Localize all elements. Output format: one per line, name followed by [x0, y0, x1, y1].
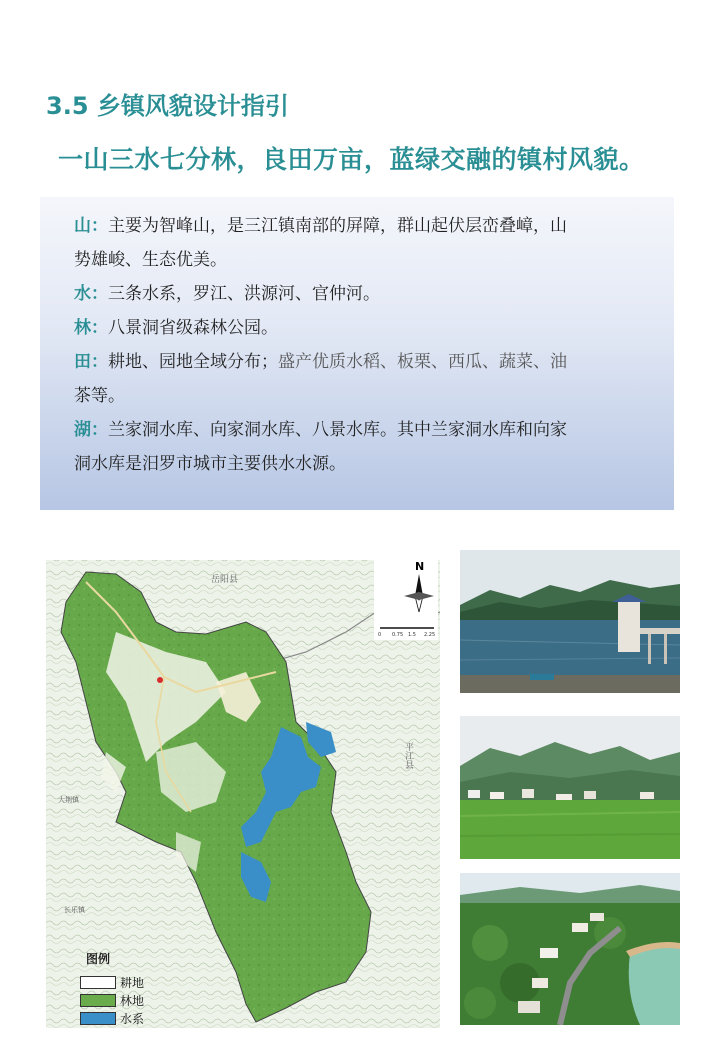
desc-mountain-cont: 势雄峻、生态优美。 [74, 250, 227, 270]
desc-key: 田： [74, 352, 108, 372]
desc-text: 三条水系，罗江、洪源河、官仲河。 [108, 284, 380, 304]
label-north: 岳阳县 [211, 575, 239, 585]
scale-label: 0.75 [392, 632, 404, 638]
desc-lake-cont: 洞水库是汨罗市城市主要供水水源。 [74, 454, 346, 474]
legend-label: 林地 [120, 994, 145, 1008]
label-east: 平江县 [403, 742, 413, 769]
scale-label: 1.5 [408, 632, 416, 638]
desc-forest [74, 311, 644, 345]
legend-swatch [80, 994, 116, 1007]
desc-field-cont: 茶等。 [74, 386, 125, 406]
section-title-text: 乡镇风貌设计指引 [96, 92, 289, 120]
headline: 一山三水七分林，良田万亩，蓝绿交融的镇村风貌。 [58, 145, 645, 174]
desc-key: 山： [74, 216, 108, 236]
legend-item-forest [80, 992, 144, 1006]
desc-lake [74, 413, 644, 447]
desc-text-2: 盛产优质水稻、板栗、西瓜、蔬菜、油 [278, 352, 567, 372]
legend-swatch [80, 976, 116, 989]
compass-n: N [415, 560, 425, 573]
desc-text: 主要为智峰山，是三江镇南部的屏障，群山起伏层峦叠嶂，山 [108, 216, 567, 236]
land-use-map [46, 552, 440, 1028]
scale-label: 0 [378, 632, 382, 638]
legend-label: 水系 [120, 1012, 145, 1026]
label-west: 大荆镇 [58, 796, 79, 804]
desc-key: 林： [74, 318, 108, 338]
desc-field [74, 345, 644, 379]
photo-aerial-village [460, 873, 680, 1025]
section-title [46, 86, 289, 121]
desc-text: 耕地、园地全域分布； [108, 352, 278, 372]
compass-scale [374, 556, 438, 640]
description-panel [40, 197, 674, 510]
desc-key: 水： [74, 284, 108, 304]
scale-label: 2.25 [424, 632, 436, 638]
label-southwest: 长乐镇 [64, 906, 85, 914]
legend-label: 耕地 [120, 976, 145, 990]
desc-text: 兰家洞水库、向家洞水库、八景水库。其中兰家洞水库和向家 [108, 420, 567, 440]
legend-item-farmland [80, 974, 144, 988]
desc-mountain [74, 209, 644, 243]
legend-item-water [80, 1010, 144, 1024]
section-number: 3.5 [46, 92, 89, 120]
desc-water [74, 277, 644, 311]
compass-icon [374, 556, 438, 640]
photo-field-village [460, 716, 680, 859]
desc-key: 湖： [74, 420, 108, 440]
photo-reservoir [460, 550, 680, 693]
legend-title: 图例 [86, 952, 111, 966]
legend-swatch [80, 1012, 116, 1025]
desc-text: 八景洞省级森林公园。 [108, 318, 278, 338]
